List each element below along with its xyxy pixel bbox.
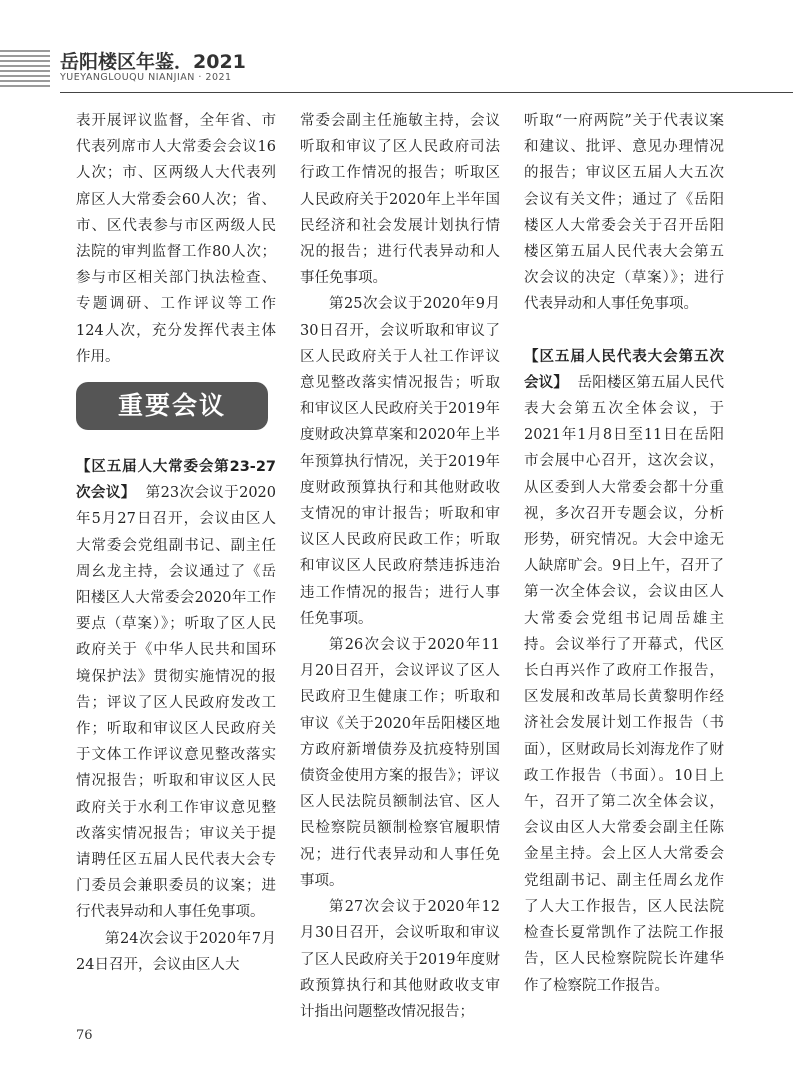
header-decor-lines [0,50,50,90]
paragraph [76,454,276,926]
yearbook-title: 岳阳楼区年鉴．2021 [60,51,246,73]
column-1 [76,108,276,978]
paragraph: 听取“一府两院”关于代表议案和建议、批评、意见办理情况的报告；审议区五届人大五次会议有关文件；通过了《岳阳楼区人大常委会关于召开岳阳楼区第五届人民代表大会第五次会议的决定（草案）》；进行代表异动和人事任免事项。 [524,113,724,313]
header-rule [60,92,793,93]
column-2 [300,108,500,1025]
paragraph: 第27次会议于2020年12月30日召开，会议听取和审议了区人民政府关于2019年度财政预算执行和其他财政收支审计指出问题整改情况报告； [300,899,500,1020]
paragraph: 常委会副主任施敏主持，会议听取和审议了区人民政府司法行政工作情况的报告；听取区人民政府关于2020年上半年国民经济和社会发展计划执行情况的报告；进行代表异动和人事任免事项。 [300,113,500,287]
page-number: 76 [76,1028,93,1043]
paragraph [524,344,724,999]
paragraph: 第25次会议于2020年9月30日召开，会议听取和审议了区人民政府关于人社工作评议意见整改落实情况报告；听取和审议区人民政府关于2019年度财政决算草案和2020年上半年预算执行情况，关于2019年度财政预算执行和其他财政收支情况的审计报告；听取和审议区人民政府民政工作；听取和审议区人民政府禁违拆违治违工作情况的报告；进行人事任免事项。 [300,296,500,627]
section-title: 【区五届人民代表大会第五次会议】 [524,348,724,391]
paragraph: 表开展评议监督，全年省、市代表列席市人大常委会会议16人次；市、区两级人大代表列席区人大常委会60人次；省、市、区代表参与市区两级人民法院的审判监督工作80人次；参与市区相关部门执法检查、专题调研、工作评议等工作124人次，充分发挥代表主体作用。 [76,113,276,365]
section-heading: 重要会议 [76,382,268,430]
paragraph-text: 岳阳楼区第五届人民代表大会第五次全体会议，于2021年1月8日至11日在岳阳市会展中心召开，这次会议，从区委到人大常委会都十分重视，多次召开专题会议，分析形势，研究情况。大会中途无人缺席旷会。9日上午，召开了第一次全体会议，会议由区人大常委会党组书记周岳雄主持。会议举行了开幕式，代区长白再兴作了政府工作报告，区发展和改革局长黄黎明作经济社会发展计划工作报告（书面），区财政局长刘海龙作了财政工作报告（书面）。10日上午，召开了第二次全体会议，会议由区人大常委会副主任陈金星主持。会上区人大常委会党组副书记、副主任周幺龙作了人大工作报告，区人民法院检查长夏常凯作了法院工作报告，区人民检察院院长许建华作了检察院工作报告。 [524,374,725,994]
yearbook-subtitle: YUEYANGLOUQU NIANJIAN · 2021 [60,72,232,83]
paragraph: 第24次会议于2020年7月24日召开，会议由区人大 [76,930,276,973]
spacer [524,318,724,344]
paragraph-text: 第23次会议于2020年5月27日召开，会议由区人大常委会党组副书记、副主任周幺龙主持，会议通过了《岳阳楼区人大常委会2020年工作要点（草案）》；听取了区人民政府关于《中华人民共和国环境保护法》贯彻实施情况的报告；评议了区人民政府发改工作；听取和审议区人民政府关于文体工作评议意见整改落实情况报告；听取和审议区人民政府关于水利工作审议意见整改落实情况报告；审议关于提请聘任区五届人民代表大会专门委员会兼职委员的议案；进行代表异动和人事任免事项。 [76,485,277,921]
section-title: 【区五届人大常委会第23-27次会议】 [76,459,276,502]
column-3 [524,108,724,999]
paragraph: 第26次会议于2020年11月20日召开，会议评议了区人民政府卫生健康工作；听取和审议《关于2020年岳阳楼区地方政府新增债券及抗疫特别国债资金使用方案的报告》；评议区人民法院员额制法官、区人民检察院员额制检察官履职情况；进行代表异动和人事任免事项。 [300,637,500,889]
